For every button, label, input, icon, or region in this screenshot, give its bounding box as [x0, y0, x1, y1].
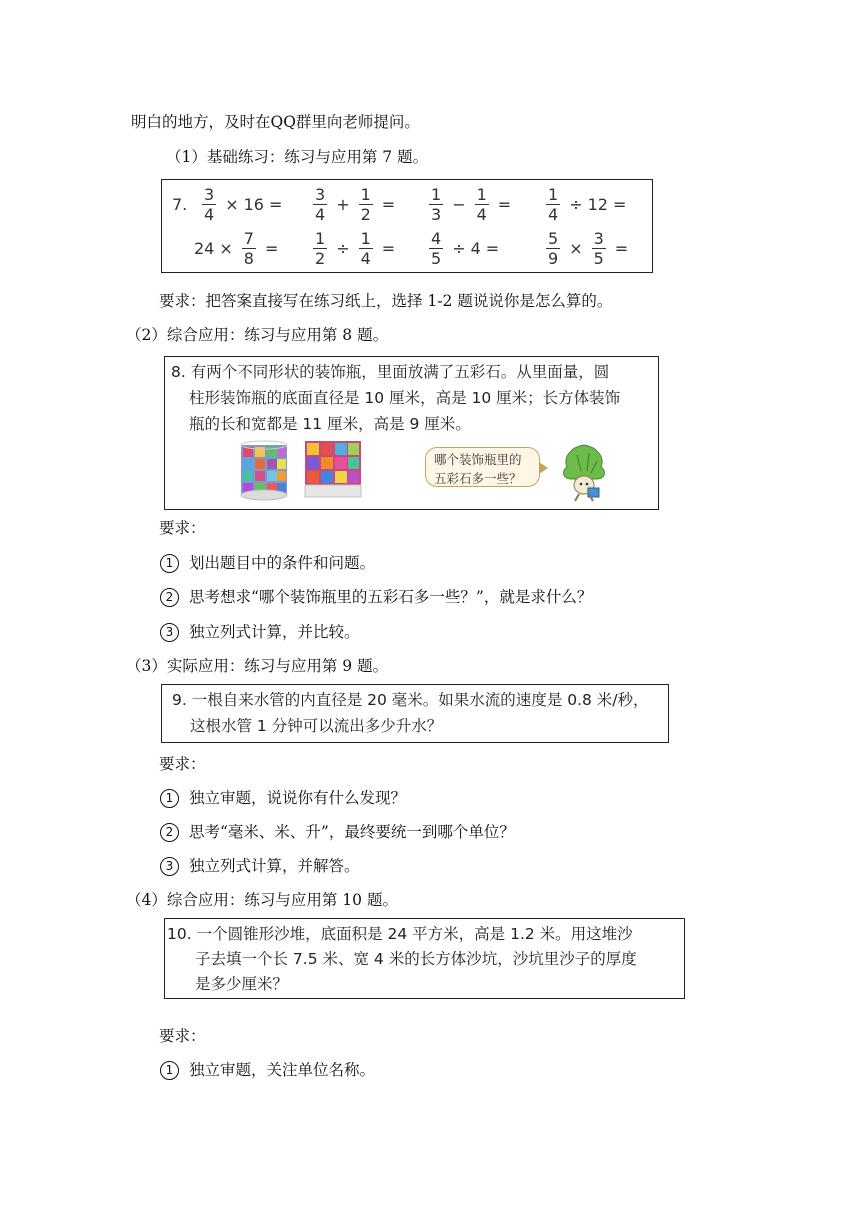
exercise10-box	[164, 918, 685, 999]
intro-line: 明白的地方，及时在QQ群里向老师提问。	[131, 113, 420, 131]
section4-req-title: 要求：	[159, 1027, 206, 1045]
circled-number-icon: 1	[160, 554, 179, 573]
exercise8-line-1: 8. 有两个不同形状的装饰瓶，里面放满了五彩石。从里面量，圆	[171, 363, 610, 381]
section3-heading: （3）实际应用：练习与应用第 9 题。	[126, 657, 389, 675]
cartoon-character-image	[557, 441, 611, 503]
exercise9-box	[161, 684, 669, 743]
section2-item-3: 3 独立列式计算，并比较。	[160, 622, 360, 643]
section4-heading: （4）综合应用：练习与应用第 10 题。	[126, 891, 398, 909]
section4-item-1: 1 独立审题，关注单位名称。	[160, 1060, 375, 1081]
section1-heading: （1）基础练习：练习与应用第 7 题。	[166, 148, 429, 166]
expr-1-3: $\frac{1}{3}$ − $\frac{1}{4}$ =	[431, 184, 512, 224]
circled-number-icon: 3	[160, 623, 179, 642]
expr-2-1: 24 × $\frac{7}{8}$ =	[194, 228, 279, 268]
section3-req-title: 要求：	[159, 755, 206, 773]
section2-item-1: 1 划出题目中的条件和问题。	[160, 553, 375, 574]
exercise8-box	[164, 356, 659, 510]
circled-number-icon: 1	[160, 1061, 179, 1080]
exercise10-line-1: 10. 一个圆锥形沙堆，底面积是 24 平方米，高是 1.2 米。用这堆沙	[167, 925, 633, 943]
expr-2-4: $\frac{5}{9}$ × $\frac{3}{5}$ =	[548, 228, 629, 268]
circled-number-icon: 3	[160, 857, 179, 876]
section3-item-1: 1 独立审题，说说你有什么发现？	[160, 788, 406, 809]
expr-1-2: $\frac{3}{4}$ + $\frac{1}{2}$ =	[315, 184, 396, 224]
exercise7-box	[161, 179, 653, 273]
section1-requirement: 要求：把答案直接写在练习纸上，选择 1-2 题说说你是怎么算的。	[159, 292, 613, 310]
exercise8-line-3: 瓶的长和宽都是 11 厘米，高是 9 厘米。	[189, 415, 471, 433]
exercise9-line-2: 这根水管 1 分钟可以流出多少升水？	[190, 717, 443, 735]
expr-2-2: $\frac{1}{2}$ ÷ $\frac{1}{4}$ =	[315, 228, 396, 268]
exercise10-line-2: 子去填一个长 7.5 米、宽 4 米的长方体沙坑，沙坑里沙子的厚度	[195, 950, 637, 968]
section2-item-2: 2 思考想求“哪个装饰瓶里的五彩石多一些？”，就是求什么？	[160, 587, 592, 608]
circled-number-icon: 1	[160, 789, 179, 808]
section2-heading: （2）综合应用：练习与应用第 8 题。	[126, 326, 389, 344]
exercise8-line-2: 柱形装饰瓶的底面直径是 10 厘米，高是 10 厘米；长方体装饰	[189, 389, 621, 407]
cylinder-vase-image	[237, 439, 291, 501]
expr-1-1: $\frac{3}{4}$ × 16 =	[204, 184, 283, 224]
expr-1-4: $\frac{1}{4}$ ÷ 12 =	[548, 184, 627, 224]
speech-bubble: 哪个装饰瓶里的 五彩石多一些？	[425, 447, 540, 487]
circled-number-icon: 2	[160, 588, 179, 607]
exercise9-line-1: 9. 一根自来水管的内直径是 20 毫米。如果水流的速度是 0.8 米/秒，	[172, 691, 649, 709]
section3-item-3: 3 独立列式计算，并解答。	[160, 856, 360, 877]
cuboid-vase-image	[302, 437, 364, 501]
section2-req-title: 要求：	[159, 519, 206, 537]
circled-number-icon: 2	[160, 823, 179, 842]
section3-item-2: 2 思考“毫米、米、升”，最终要统一到哪个单位？	[160, 822, 515, 843]
exercise10-line-3: 是多少厘米？	[195, 975, 289, 993]
expr-2-3: $\frac{4}{5}$ ÷ 4 =	[431, 228, 500, 268]
exercise7-number: 7.	[172, 194, 188, 214]
